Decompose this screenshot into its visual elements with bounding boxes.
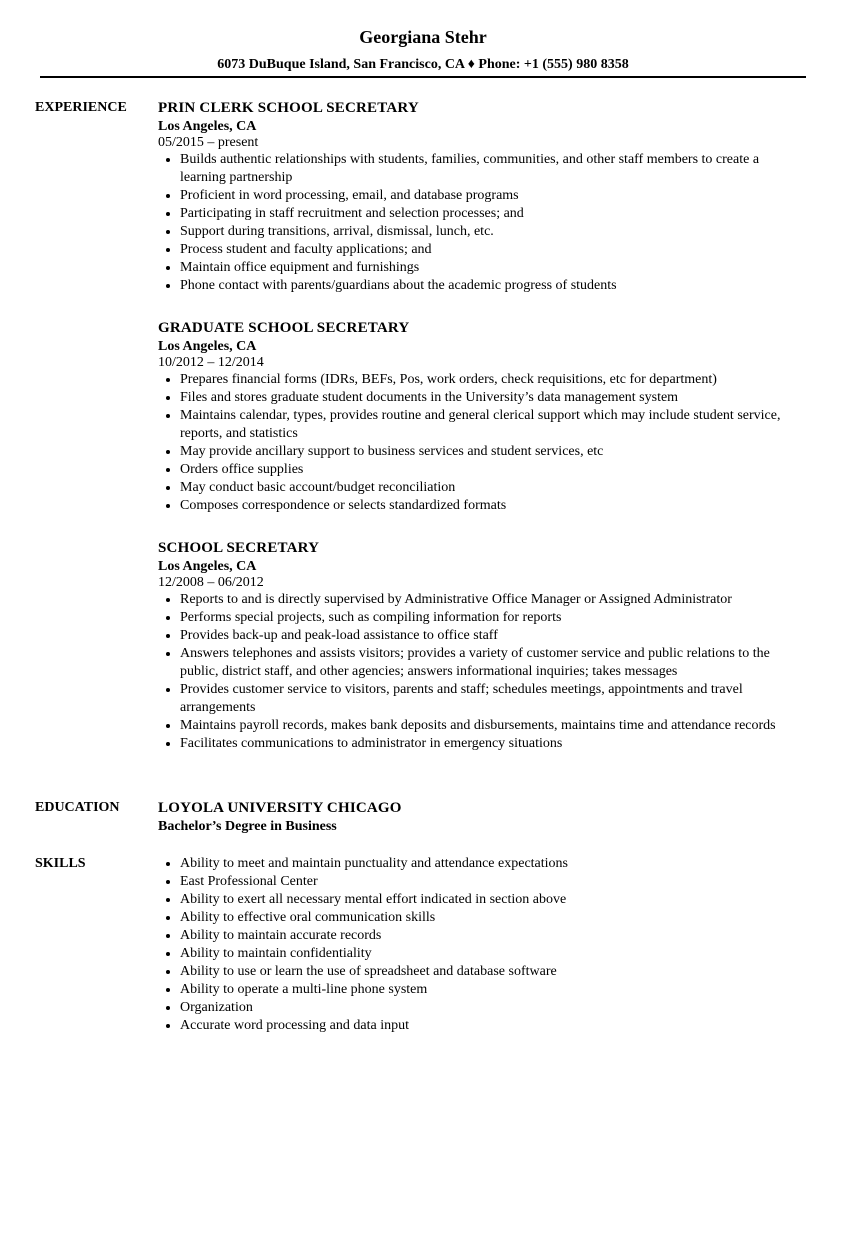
job-location: Los Angeles, CA: [158, 339, 257, 354]
bullet-item: Prepares financial forms (IDRs, BEFs, Pos, work orders, check requisitions, etc for department): [180, 371, 808, 389]
education-body: [158, 799, 808, 835]
skill-item: Ability to meet and maintain punctuality and attendance expectations: [180, 855, 808, 873]
job-title: GRADUATE SCHOOL SECRETARY: [158, 320, 410, 336]
skills-list: [158, 855, 808, 1035]
bullet-item: Files and stores graduate student documents in the University’s data management system: [180, 389, 808, 407]
contact-line: 6073 DuBuque Island, San Francisco, CA ♦ Phone: +1 (555) 980 8358: [217, 57, 629, 72]
job-title: PRIN CLERK SCHOOL SECRETARY: [158, 100, 419, 116]
skill-item: Ability to operate a multi-line phone system: [180, 981, 808, 999]
skill-item: East Professional Center: [180, 873, 808, 891]
degree: Bachelor’s Degree in Business: [158, 819, 337, 834]
job-dates: 10/2012 – 12/2014: [158, 355, 264, 370]
job-entry: [158, 539, 808, 753]
section-label-education: EDUCATION: [35, 800, 120, 815]
bullet-item: Phone contact with parents/guardians about the academic progress of students: [180, 277, 808, 295]
job-bullets: [158, 371, 808, 515]
candidate-name: Georgiana Stehr: [359, 27, 487, 47]
bullet-item: Orders office supplies: [180, 461, 808, 479]
bullet-item: Performs special projects, such as compiling information for reports: [180, 609, 808, 627]
job-bullets: [158, 151, 808, 295]
job-bullets: [158, 591, 808, 753]
skill-item: Ability to maintain accurate records: [180, 927, 808, 945]
skill-item: Ability to use or learn the use of spreadsheet and database software: [180, 963, 808, 981]
skill-item: Ability to effective oral communication skills: [180, 909, 808, 927]
bullet-item: May conduct basic account/budget reconciliation: [180, 479, 808, 497]
skill-item: Ability to maintain confidentiality: [180, 945, 808, 963]
bullet-item: Process student and faculty applications; and: [180, 241, 808, 259]
job-entry: [158, 319, 808, 515]
job-location: Los Angeles, CA: [158, 119, 257, 134]
skills-body: [158, 855, 808, 1035]
job-title: SCHOOL SECRETARY: [158, 540, 320, 556]
bullet-item: Maintain office equipment and furnishings: [180, 259, 808, 277]
skill-item: Organization: [180, 999, 808, 1017]
bullet-item: Provides customer service to visitors, parents and staff; schedules meetings, appointments and travel arrangements: [180, 681, 808, 717]
resume-header: [40, 24, 806, 74]
job-entry: [158, 99, 808, 295]
bullet-item: Maintains payroll records, makes bank deposits and disbursements, maintains time and attendance records: [180, 717, 808, 735]
section-label-skills: SKILLS: [35, 856, 86, 871]
bullet-item: Composes correspondence or selects standardized formats: [180, 497, 808, 515]
school-name: LOYOLA UNIVERSITY CHICAGO: [158, 800, 402, 816]
job-dates: 12/2008 – 06/2012: [158, 575, 264, 590]
bullet-item: Builds authentic relationships with students, families, communities, and other staff members to create a learning partnership: [180, 151, 808, 187]
job-location: Los Angeles, CA: [158, 559, 257, 574]
header-divider: [40, 76, 806, 78]
bullet-item: Maintains calendar, types, provides routine and general clerical support which may include student service, reports, and statistics: [180, 407, 808, 443]
skill-item: Accurate word processing and data input: [180, 1017, 808, 1035]
section-label-experience: EXPERIENCE: [35, 100, 127, 115]
job-dates: 05/2015 – present: [158, 135, 259, 150]
bullet-item: Facilitates communications to administrator in emergency situations: [180, 735, 808, 753]
bullet-item: Reports to and is directly supervised by Administrative Office Manager or Assigned Administrator: [180, 591, 808, 609]
bullet-item: May provide ancillary support to business services and student services, etc: [180, 443, 808, 461]
bullet-item: Support during transitions, arrival, dismissal, lunch, etc.: [180, 223, 808, 241]
bullet-item: Participating in staff recruitment and selection processes; and: [180, 205, 808, 223]
bullet-item: Provides back-up and peak-load assistance to office staff: [180, 627, 808, 645]
bullet-item: Answers telephones and assists visitors; provides a variety of customer service and public relations to the public, district staff, and other agencies; answers informational inquiries; takes messages: [180, 645, 808, 681]
experience-body: [158, 99, 808, 777]
bullet-item: Proficient in word processing, email, and database programs: [180, 187, 808, 205]
skill-item: Ability to exert all necessary mental effort indicated in section above: [180, 891, 808, 909]
